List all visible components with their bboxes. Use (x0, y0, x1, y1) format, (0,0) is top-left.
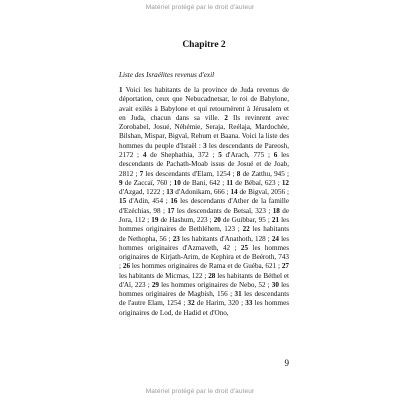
verse-number: 7 (139, 169, 144, 178)
verse-text: de Bani, 642 ; (180, 178, 227, 187)
verse-number: 1 (119, 86, 123, 94)
verse-text: de Shephathia, 372 ; (146, 150, 219, 159)
verse-number: 23 (172, 234, 180, 243)
verse-text: de Bébaï, 623 ; (233, 178, 282, 187)
verse-text: d'Arach, 775 ; (221, 150, 274, 159)
verse-text: les descendants d'Ather de la famille d'Ezéchias, 98 ; (119, 197, 290, 215)
verse-number: 28 (208, 271, 216, 280)
verse-number: 5 (218, 150, 222, 159)
verse-text: les hommes originaires de Lod, de Hadid et d'Ono, (119, 299, 290, 317)
verse-number: 33 (245, 299, 253, 308)
section-title: Liste des Israélites revenus d'exil (119, 71, 215, 79)
verse-text: les hommes originaires de Rama et de Guéba, 621 ; (130, 262, 282, 271)
verse-number: 22 (242, 225, 250, 234)
verse-number: 18 (272, 206, 280, 215)
verse-number: 8 (236, 169, 241, 178)
verse-text: de Zatthu, 945 ; (240, 169, 289, 178)
verse-text: de Harim, 320 ; (194, 299, 246, 308)
verse-number: 15 (119, 197, 127, 206)
verse-number: 2 (224, 113, 228, 122)
verse-number: 25 (240, 243, 249, 252)
verse-number: 13 (166, 188, 174, 197)
verse-text: les habitants de Béthel et d'Aï, 223 ; (119, 271, 289, 289)
copyright-watermark-bottom: Matériel protégé par le droit d'auteur (145, 388, 255, 395)
verse-number: 20 (213, 215, 221, 224)
verse-number: 26 (122, 262, 131, 271)
verse-text: Voici les habitants de la province de Juda revenus de déportation, ceux que Nebucadnetsar, le roi de Babylone, avait exilés à Babylone et qui retournèrent à Jérusalem et en Juda, chacun dans sa ville. (119, 86, 289, 122)
verse-text: les descendants de Pachath-Moab issus de Josué et de Joab, 2812 ; (119, 150, 290, 178)
body-paragraph (119, 86, 289, 318)
verse-number: 31 (234, 290, 242, 299)
verse-text: les hommes originaires d'Azmaveth, 42 ; (119, 234, 289, 252)
verse-number: 3 (203, 141, 207, 150)
verse-text: les descendants de l'autre Elam, 1254 ; (119, 290, 289, 308)
verse-text: de Bigvaï, 2056 ; (237, 188, 289, 197)
page-number: 9 (284, 358, 289, 368)
verse-text: les descendants d'Elam, 1254 ; (143, 169, 237, 178)
verse-number: 19 (151, 215, 159, 224)
verse-text: d'Adonikam, 666 ; (173, 188, 231, 197)
verse-number: 11 (226, 178, 234, 187)
chapter-title: Chapitre 2 (182, 40, 226, 50)
verse-number: 14 (230, 188, 238, 197)
verse-number: 21 (271, 215, 280, 224)
verse-number: 32 (187, 299, 195, 308)
verse-text: de Zaccaï, 760 ; (122, 178, 174, 187)
verse-text: les hommes originaires de Kirjath-Arim, de Kephira et de Beéroth, 743 ; (119, 243, 289, 271)
verse-text: d'Azgad, 1222 ; (119, 188, 167, 197)
verse-text: les habitants de Nethopha, 56 ; (119, 225, 289, 243)
verse-number: 30 (271, 280, 279, 289)
verse-text: les hommes originaires de Nebo, 52 ; (159, 280, 272, 289)
verse-number: 10 (173, 178, 181, 187)
book-page (119, 0, 289, 400)
verse-number: 29 (151, 280, 159, 289)
verse-text: de Guibbar, 95 ; (220, 215, 272, 224)
verse-number: 17 (167, 206, 175, 215)
verse-text: les habitants de Micmas, 122 ; (119, 271, 209, 280)
verse-number: 9 (119, 178, 123, 187)
verse-text: d'Adin, 454 ; (126, 197, 171, 206)
verse-text: les descendants de Betsaï, 323 ; (174, 206, 273, 215)
verse-text: de Hashum, 223 ; (158, 215, 214, 224)
verse-text: de Jora, 112 ; (119, 206, 290, 224)
verse-text: les descendants de Pareosh, 2172 ; (119, 141, 289, 159)
copyright-watermark-top: Matériel protégé par le droit d'auteur (145, 4, 255, 11)
verse-text: Ils revinrent avec Zorobabel, Josué, Néhémie, Seraja, Reélaja, Mardochée, Bilshan, Mispar, Bigvaï, Rehum et Baana. Voici la liste des hommes du peuple d'Israël : (119, 113, 289, 150)
verse-number: 24 (271, 234, 279, 243)
verse-text: les hommes originaires de Magbish, 156 ; (119, 280, 289, 299)
verse-number: 27 (281, 262, 289, 271)
verse-text: les habitants d'Anathoth, 128 ; (179, 234, 272, 243)
verse-text: les hommes originaires de Bethléhem, 123 ; (119, 215, 289, 234)
verse-number: 6 (273, 150, 278, 159)
verse-number: 4 (142, 150, 147, 159)
verse-number: 12 (281, 178, 289, 187)
verse-number: 16 (170, 197, 178, 206)
